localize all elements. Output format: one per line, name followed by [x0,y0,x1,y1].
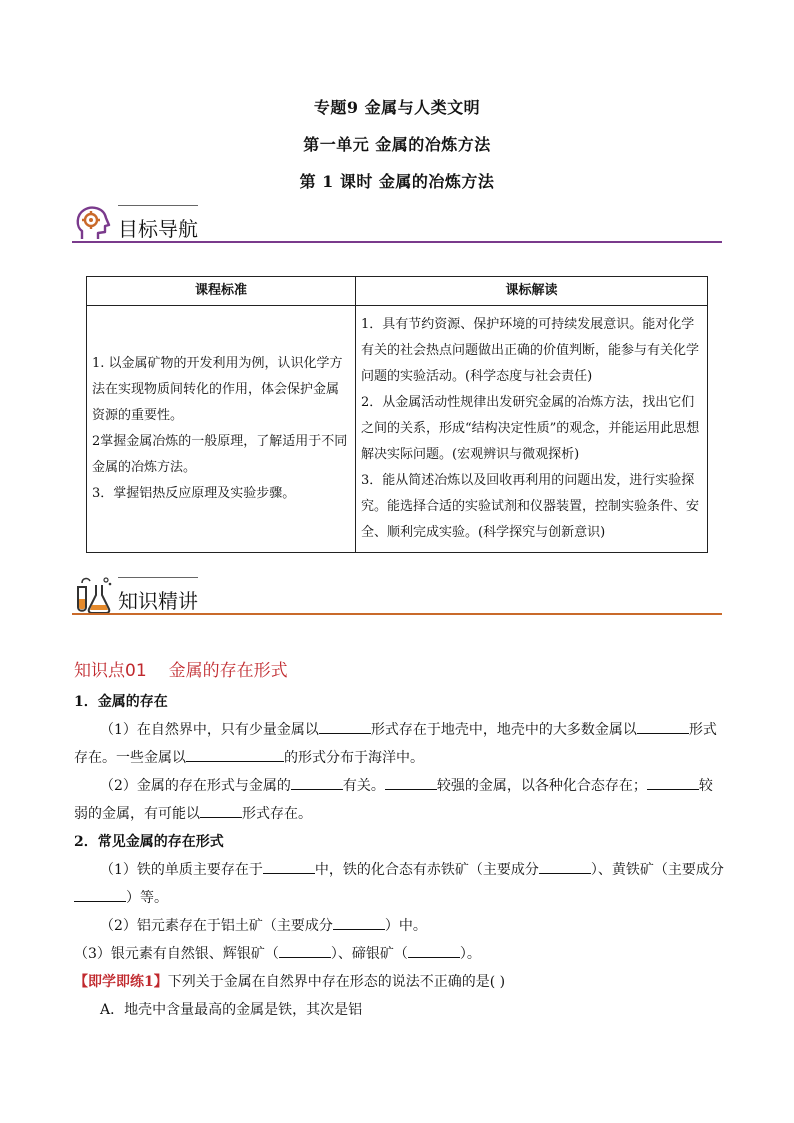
paragraph-line: 存在。一些金属以 的形式分布于海洋中。 [74,744,724,772]
fill-blank[interactable] [333,913,385,930]
section-goals-label: 目标导航 [118,217,198,241]
topic-title: 专题9 金属与人类文明 [313,98,481,117]
interpretation-cell [356,306,708,553]
standard-cell [87,306,356,553]
table-header-standard: 课程标准 [87,277,356,306]
fill-blank[interactable] [647,773,699,790]
interpretation-item: 2．从金属活动性规律出发研究金属的冶炼方法，找出它们之间的关系，形成“结构决定性质”的观念，并能运用此思想解决实际问题。(宏观辨识与微观探析) [361,395,700,462]
interpretation-item: 3．能从简述冶炼以及回收再利用的问题出发，进行实验探究。能选择合适的实验试剂和仪器装置，控制实验条件、安全、顺利完成实验。(科学探究与创新意识) [361,473,700,540]
subheading-metal-existence: 1．金属的存在 [74,694,168,710]
practice-tag: 【即学即练1】 [74,974,168,990]
section-knowledge-label: 知识精讲 [118,589,198,613]
answer-option-a[interactable]: A．地壳中含量最高的金属是铁，其次是铝 [100,1002,363,1018]
section-goals-header [72,203,722,249]
head-gear-icon [72,203,112,243]
interpretation-item: 1．具有节约资源、保护环境的可持续发展意识。能对化学有关的社会热点问题做出正确的价值判断，能参与有关化学问题的实验活动。(科学态度与社会责任) [361,317,700,384]
paragraph-line: （1）铁的单质主要存在于 中，铁的化合态有赤铁矿（主要成分 ）、黄铁矿（主要成分 [74,856,724,884]
fill-blank[interactable] [319,717,371,734]
fill-blank[interactable] [385,773,437,790]
paragraph-line: ）等。 [74,884,724,912]
fill-blank[interactable] [186,745,284,762]
knowledge-point-name: 金属的存在形式 [168,661,288,681]
unit-title: 第一单元 金属的冶炼方法 [303,135,491,154]
fill-blank[interactable] [74,885,126,902]
section-knowledge-header [72,575,722,621]
subheading-common-metals: 2．常见金属的存在形式 [74,834,224,850]
standard-item: 2掌握金属冶炼的一般原理，了解适用于不同金属的冶炼方法。 [92,434,348,475]
standard-item: 3．掌握铝热反应原理及实验步骤。 [92,486,296,501]
paragraph-line: 弱的金属，有可能以 形式存在。 [74,800,724,828]
fill-blank[interactable] [291,773,343,790]
paragraph-line: （2）金属的存在形式与金属的 有关。 较强的金属，以各种化合态存在； 较 [74,772,724,800]
knowledge-content [74,688,724,1024]
table-header-interpretation: 课标解读 [356,277,708,306]
fill-blank[interactable] [539,857,591,874]
fill-blank[interactable] [637,717,689,734]
fill-blank[interactable] [263,857,315,874]
standard-item: 1. 以金属矿物的开发利用为例，认识化学方法在实现物质间转化的作用，体会保护金属资源的重要性。 [92,356,343,423]
paragraph-line: （1）在自然界中，只有少量金属以 形式存在于地壳中，地壳中的大多数金属以 形式 [74,716,724,744]
knowledge-point-title [74,656,310,681]
knowledge-point-number: 知识点01 [74,661,147,681]
practice-question [74,968,724,996]
fill-blank[interactable] [279,941,331,958]
paragraph-line: （2）铝元素存在于铝土矿（主要成分 ）中。 [74,912,724,940]
curriculum-table [86,276,708,553]
flask-icon [72,575,112,615]
practice-question-text: 下列关于金属在自然界中存在形态的说法不正确的是( ) [167,974,506,990]
lesson-title: 第 1 课时 金属的冶炼方法 [299,172,495,191]
fill-blank[interactable] [200,801,242,818]
paragraph-line: （3）银元素有自然银、辉银矿（ ）、碲银矿（ ）。 [74,940,724,968]
fill-blank[interactable] [408,941,460,958]
